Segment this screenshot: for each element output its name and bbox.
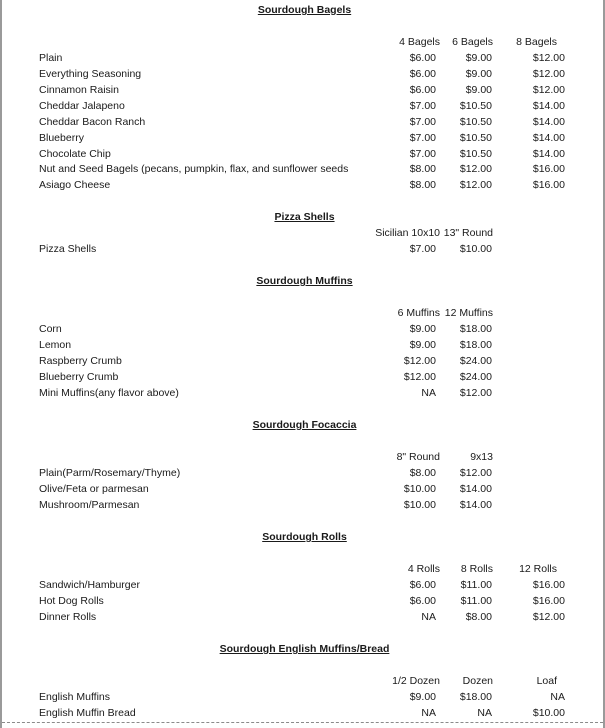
- column-header: 6 Muffins: [397, 307, 440, 319]
- item-price: NA: [421, 707, 436, 719]
- section-title-rolls: Sourdough Rolls: [262, 531, 347, 543]
- item-price: $14.00: [532, 100, 565, 112]
- item-name: Dinner Rolls: [39, 611, 97, 623]
- item-price: $14.00: [532, 148, 565, 160]
- menu-item-row: [2, 98, 605, 114]
- item-price: $10.50: [459, 132, 492, 144]
- menu-item-row: [2, 609, 605, 625]
- column-header: 8" Round: [396, 451, 440, 463]
- menu-item-row: [2, 497, 605, 513]
- column-header: Sicilian 10x10: [375, 227, 440, 239]
- item-price: NA: [421, 387, 436, 399]
- menu-item-row: [2, 465, 605, 481]
- item-price: NA: [421, 611, 436, 623]
- item-price: $6.00: [409, 68, 436, 80]
- item-price: $7.00: [409, 148, 436, 160]
- item-price: $7.00: [409, 100, 436, 112]
- item-price: $14.00: [459, 499, 492, 511]
- column-header: 12 Muffins: [444, 307, 493, 319]
- item-price: $9.00: [465, 52, 492, 64]
- item-price: $12.00: [459, 163, 492, 175]
- item-price: $10.00: [459, 243, 492, 255]
- menu-item-row: [2, 369, 605, 385]
- item-name: Mini Muffins(any flavor above): [39, 387, 179, 399]
- item-price: $16.00: [532, 179, 565, 191]
- column-headers-english-muffins-bread: [2, 673, 605, 689]
- menu-item-row: [2, 481, 605, 497]
- menu-item-row: [2, 321, 605, 337]
- item-name: Corn: [39, 323, 62, 335]
- item-price: $14.00: [532, 132, 565, 144]
- column-header: 8 Rolls: [460, 563, 493, 575]
- item-price: $9.00: [409, 323, 436, 335]
- item-price: $12.00: [459, 179, 492, 191]
- item-price: $12.00: [532, 84, 565, 96]
- item-price: $7.00: [409, 132, 436, 144]
- item-name: Lemon: [39, 339, 72, 351]
- column-headers-focaccia: [2, 449, 605, 465]
- item-name: Plain: [39, 52, 63, 64]
- item-price: $12.00: [403, 355, 436, 367]
- item-name: Raspberry Crumb: [39, 355, 122, 367]
- column-header: 13" Round: [443, 227, 493, 239]
- item-price: $12.00: [532, 68, 565, 80]
- item-price: $6.00: [409, 579, 436, 591]
- item-price: $6.00: [409, 52, 436, 64]
- item-price: $18.00: [459, 339, 492, 351]
- menu-item-row: [2, 50, 605, 66]
- item-price: $10.50: [459, 148, 492, 160]
- item-name: English Muffins: [39, 691, 111, 703]
- item-name: Cinnamon Raisin: [39, 84, 119, 96]
- section-title-focaccia: Sourdough Focaccia: [252, 419, 357, 431]
- menu-item-row: [2, 353, 605, 369]
- item-price: $9.00: [409, 691, 436, 703]
- item-price: $8.00: [409, 179, 436, 191]
- column-header: 8 Bagels: [516, 36, 557, 48]
- item-price: $10.50: [459, 116, 492, 128]
- item-price: NA: [550, 691, 565, 703]
- item-price: $6.00: [409, 595, 436, 607]
- page-bottom-edge: [2, 722, 603, 723]
- item-price: $14.00: [459, 483, 492, 495]
- menu-item-row: [2, 577, 605, 593]
- menu-item-row: [2, 241, 605, 257]
- section-title-bagels: Sourdough Bagels: [257, 4, 352, 16]
- item-price: $6.00: [409, 84, 436, 96]
- section-title-muffins: Sourdough Muffins: [256, 275, 353, 287]
- item-price: $11.00: [460, 595, 492, 607]
- menu-item-row: [2, 337, 605, 353]
- item-price: $8.00: [465, 611, 492, 623]
- menu-item-row: [2, 705, 605, 721]
- item-name: Asiago Cheese: [39, 179, 111, 191]
- item-name: Cheddar Jalapeno: [39, 100, 125, 112]
- item-price: $7.00: [409, 116, 436, 128]
- item-price: $10.50: [459, 100, 492, 112]
- item-name: Blueberry: [39, 132, 84, 144]
- item-price: $11.00: [460, 579, 492, 591]
- section-title-english-muffins-bread: Sourdough English Muffins/Bread: [219, 643, 390, 655]
- item-name: Blueberry Crumb: [39, 371, 119, 383]
- item-price: $24.00: [459, 355, 492, 367]
- item-price: $12.00: [459, 467, 492, 479]
- item-price: $8.00: [409, 467, 436, 479]
- menu-item-row: [2, 66, 605, 82]
- item-price: $7.00: [409, 243, 436, 255]
- item-price: $16.00: [532, 595, 565, 607]
- column-header: Dozen: [462, 675, 493, 687]
- item-price: $16.00: [532, 163, 565, 175]
- item-price: $18.00: [459, 323, 492, 335]
- item-price: $12.00: [403, 371, 436, 383]
- item-name: Hot Dog Rolls: [39, 595, 104, 607]
- item-name: Plain(Parm/Rosemary/Thyme): [39, 467, 181, 479]
- item-price: $8.00: [409, 163, 436, 175]
- column-header: 4 Rolls: [407, 563, 440, 575]
- column-headers-bagels: [2, 34, 605, 50]
- menu-item-row: [2, 114, 605, 130]
- item-price: $9.00: [465, 84, 492, 96]
- item-name: Olive/Feta or parmesan: [39, 483, 149, 495]
- item-price: $10.00: [403, 499, 436, 511]
- menu-item-row: [2, 593, 605, 609]
- item-price: $9.00: [465, 68, 492, 80]
- menu-item-row: [2, 146, 605, 162]
- column-header: 1/2 Dozen: [392, 675, 440, 687]
- menu-item-row: [2, 385, 605, 401]
- menu-item-row: [2, 130, 605, 146]
- item-price: $24.00: [459, 371, 492, 383]
- column-header: 4 Bagels: [399, 36, 440, 48]
- menu-item-row: [2, 689, 605, 705]
- item-name: Nut and Seed Bagels (pecans, pumpkin, flax, and sunflower seeds: [39, 163, 349, 175]
- item-price: $16.00: [532, 579, 565, 591]
- menu-item-row: [2, 177, 605, 193]
- menu-item-row: [2, 161, 605, 177]
- menu-item-row: [2, 82, 605, 98]
- column-header: 6 Bagels: [452, 36, 493, 48]
- column-headers-pizza-shells: [2, 225, 605, 241]
- item-price: NA: [477, 707, 492, 719]
- column-header: 12 Rolls: [519, 563, 557, 575]
- item-name: Chocolate Chip: [39, 148, 111, 160]
- item-price: $14.00: [532, 116, 565, 128]
- item-price: $12.00: [532, 611, 565, 623]
- column-header: 9x13: [470, 451, 493, 463]
- section-title-pizza-shells: Pizza Shells: [274, 211, 335, 223]
- item-name: English Muffin Bread: [39, 707, 136, 719]
- item-name: Sandwich/Hamburger: [39, 579, 140, 591]
- column-headers-rolls: [2, 561, 605, 577]
- item-price: $12.00: [459, 387, 492, 399]
- item-name: Pizza Shells: [39, 243, 97, 255]
- item-price: $18.00: [459, 691, 492, 703]
- item-name: Cheddar Bacon Ranch: [39, 116, 146, 128]
- item-price: $12.00: [532, 52, 565, 64]
- item-price: $10.00: [403, 483, 436, 495]
- item-price: $9.00: [409, 339, 436, 351]
- item-price: $10.00: [532, 707, 565, 719]
- item-name: Mushroom/Parmesan: [39, 499, 140, 511]
- column-header: Loaf: [536, 675, 557, 687]
- column-headers-muffins: [2, 305, 605, 321]
- item-name: Everything Seasoning: [39, 68, 142, 80]
